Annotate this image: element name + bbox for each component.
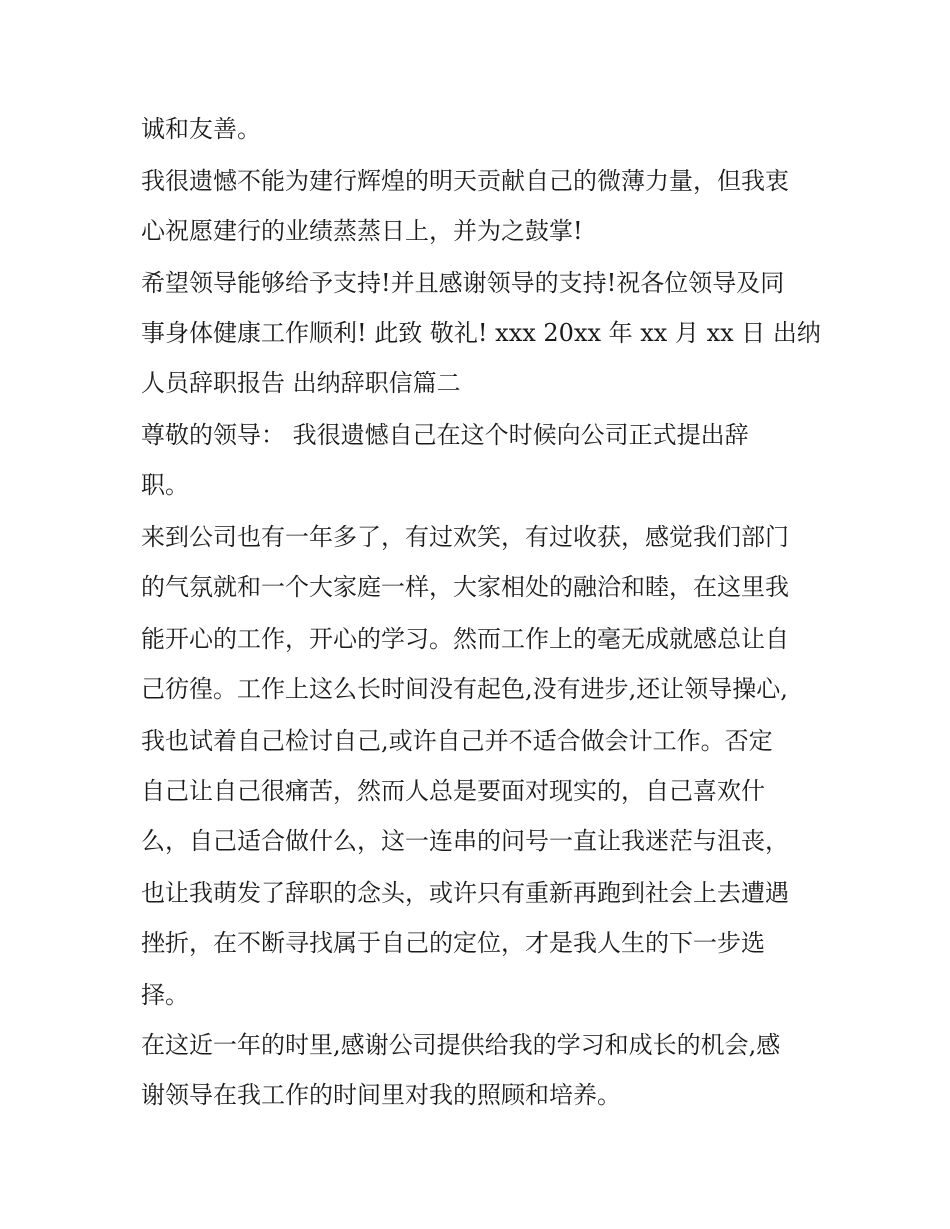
text-line: 尊敬的领导： 我很遗憾自己在这个时候向公司正式提出辞 — [141, 421, 749, 449]
text-line: 来到公司也有一年多了，有过欢笑，有过收获，感觉我们部门 — [141, 523, 789, 551]
text-line: 挫折，在不断寻找属于自己的定位，才是我人生的下一步选 — [141, 929, 765, 957]
text-line: 择。 — [141, 981, 189, 1009]
text-line: 己彷徨。工作上这么长时间没有起色,没有进步,还让领导操心, — [141, 675, 788, 703]
text-line: 诚和友善。 — [141, 115, 261, 143]
text-line: 么，自己适合做什么，这一连串的问号一直让我迷茫与沮丧， — [141, 827, 789, 855]
text-line: 希望领导能够给予支持!并且感谢领导的支持!祝各位领导及同 — [141, 269, 785, 297]
text-line: 我也试着自己检讨自己,或许自己并不适合做会计工作。否定 — [141, 727, 773, 755]
text-line: 在这近一年的时里,感谢公司提供给我的学习和成长的机会,感 — [141, 1031, 781, 1059]
text-line: 事身体健康工作顺利! 此致 敬礼! xxx 20xx 年 xx 月 xx 日 出纳 — [141, 319, 821, 347]
text-line: 能开心的工作，开心的学习。然而工作上的毫无成就感总让自 — [141, 625, 789, 653]
text-line: 也让我萌发了辞职的念头，或许只有重新再跑到社会上去遭遇 — [141, 879, 789, 907]
text-line: 谢领导在我工作的时间里对我的照顾和培养。 — [141, 1081, 621, 1109]
text-line: 人员辞职报告 出纳辞职信篇二 — [141, 369, 461, 397]
text-line: 我很遗憾不能为建行辉煌的明天贡献自己的微薄力量，但我衷 — [141, 167, 789, 195]
text-line: 的气氛就和一个大家庭一样，大家相处的融洽和睦，在这里我 — [141, 573, 789, 601]
text-line: 心祝愿建行的业绩蒸蒸日上，并为之鼓掌! — [141, 217, 583, 245]
text-line: 职。 — [141, 471, 189, 499]
text-line: 自己让自己很痛苦，然而人总是要面对现实的，自己喜欢什 — [141, 777, 765, 805]
